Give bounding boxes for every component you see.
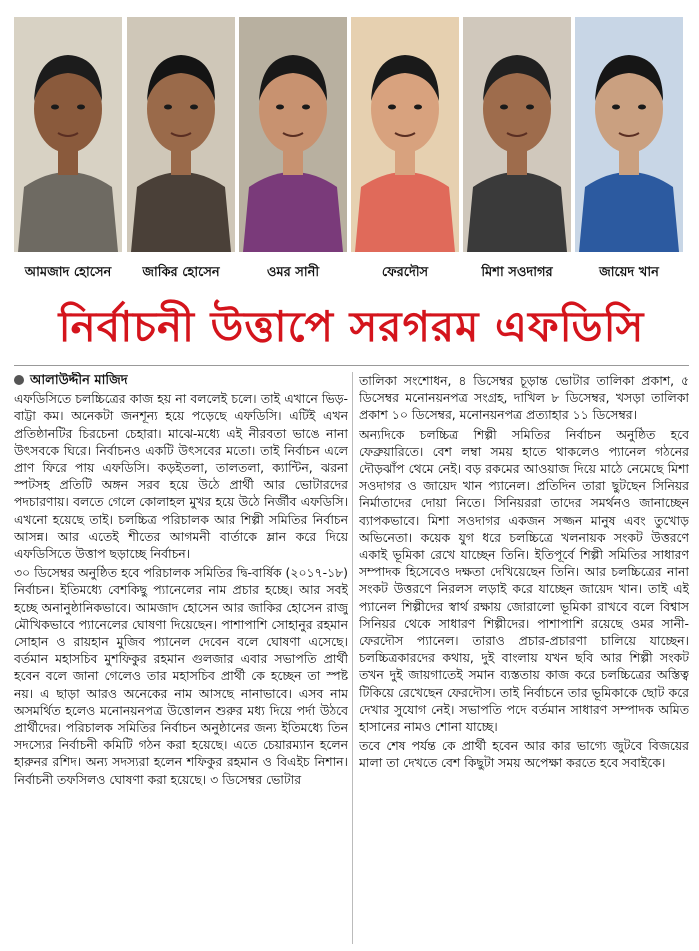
portrait-image <box>127 17 235 252</box>
eye-shape <box>612 105 620 110</box>
eye-shape <box>164 105 172 110</box>
eye-shape <box>414 105 422 110</box>
shirt-shape <box>18 172 118 252</box>
byline <box>14 372 348 389</box>
column-divider <box>352 372 353 944</box>
headline-rule <box>14 365 689 366</box>
portrait-image <box>575 17 683 252</box>
eye-shape <box>500 105 508 110</box>
shirt-shape <box>243 172 343 252</box>
photo-misha-sawdagar <box>463 17 571 252</box>
photo-omar-sani <box>239 17 347 252</box>
caption-omar-sani: ওমর সানী <box>266 265 320 280</box>
eye-shape <box>526 105 534 110</box>
portrait-image <box>239 17 347 252</box>
paragraph: তবে শেষ পর্যন্ত কে প্রার্থী হবেন আর কার ভাগ্যে জুটবে বিজয়ের মালা তা দেখতে বেশ কিছুটা সময় অপেক্ষা করতে হবে সবাইকে। <box>359 738 689 771</box>
caption-amjad-hossain: আমজাদ হোসেন <box>24 265 112 280</box>
eye-shape <box>638 105 646 110</box>
portrait-image <box>351 17 459 252</box>
caption-misha-sawdagar: মিশা সওদাগর <box>481 265 553 280</box>
eye-shape <box>302 105 310 110</box>
photo-zakir-hossain <box>127 17 235 252</box>
shirt-shape <box>355 172 455 252</box>
eye-shape <box>77 105 85 110</box>
author-name: আলাউদ্দীন মাজিদ <box>30 373 128 388</box>
photo-ferdous <box>351 17 459 252</box>
photo-amjad-hossain <box>14 17 122 252</box>
caption-zayed-khan: জায়েদ খান <box>599 265 659 280</box>
bullet-icon <box>14 375 24 385</box>
paragraph: এফডিসিতে চলচ্চিত্রের কাজ হয় না বললেই চলে। তাই এখানে ভিড়-বাট্টা কম। অনেকটা জনশূন্য হয়ে পড়েছে এফডিসি। এটিই এখন প্রতিষ্ঠানটির চিরচেনা চেহারা। মাঝে-মধ্যে এই নীরবতা ভাঙে নানা উৎসবকে ঘিরে। নির্বাচনও একটি উৎসবের মতো। তাই নির্বাচন এলে প্রাণ ফিরে পায় এফডিসি। কড়ইতলা, তালতলা, ক্যান্টিন, ঝরনা স্পটসহ প্রতিটি অঙ্গন সরব হয়ে উঠে প্রার্থী আর ভোটারদের পদচারণায়। বলতে গেলে কোলাহল মুখর হয়ে উঠে নির্জীব এফডিসি। এখনো হয়েছে তাই। চলচ্চিত্র পরিচালক আর শিল্পী সমিতির নির্বাচন আসন্ন। আর এতেই শীতের আগমনী বার্তাকে ম্লান করে দিয়ে এফডিসিতে উত্তাপ ছড়াচ্ছে নির্বাচন। <box>14 391 348 562</box>
paragraph: অন্যদিকে চলচ্চিত্র শিল্পী সমিতির নির্বাচন অনুষ্ঠিত হবে ফেব্রুয়ারিতে। বেশ লম্বা সময় হাতে থাকলেও প্যানেল গঠনের দৌড়ঝাঁপ থেমে নেই। বড় রকমের আওয়াজ দিয়ে মাঠে নেমেছে মিশা সওদাগর ও জায়েদ খান প্যানেল। প্রতিদিন তারা ছুটছেন সিনিয়র নির্মাতাদের দোয়া নিতে। সিনিয়ররা তাদের সমর্থনও জানাচ্ছেন ব্যাপকভাবে। মিশা সওদাগর একজন সজ্জন মানুষ এবং তুখোড় অভিনেতা। কয়েক যুগ ধরে চলচ্চিত্রে খলনায়ক সংকট উত্তরণে একাই ভূমিকা রেখে যাচ্ছেন তিনি। ইতিপূর্বে শিল্পী সমিতির সাধারণ সম্পাদক হিসেবেও দক্ষতা দেখিয়েছেন তিনি। আর চলচ্চিত্রের নানা সংকট উত্তরণে নিরলস লড়াই করে যাচ্ছেন জায়েদ খান। তাই এই প্যানেল শিল্পীদের স্বার্থ রক্ষায় জোরালো ভূমিকা রাখবে বলে বিশ্বাস সিনিয়র থেকে সাধারণ শিল্পীদের। পাশাপাশি রয়েছে ওমর সানী-ফেরদৌস প্যানেল। তারাও প্রচার-প্রচারণা চালিয়ে যাচ্ছেন। চলচ্চিত্রকারদের কথায়, দুই বাংলায় যখন ছবি আর শিল্পী সংকট তখন দুই জায়গাতেই সমান ব্যস্ততায় কাজ করে চলচ্চিত্রের অস্তিত্ব টিকিয়ে রেখেছেন ফেরদৌস। তাই নির্বাচনে তার ভূমিকাকে ছোট করে দেখার সুযোগ নেই। সভাপতি পদে বর্তমান সাধারণ সম্পাদক অমিত হাসানের নামও শোনা যাচ্ছে। <box>359 426 689 735</box>
paragraph: তালিকা সংশোধন, ৪ ডিসেম্বর চূড়ান্ত ভোটার তালিকা প্রকাশ, ৫ ডিসেম্বর মনোনয়নপত্র সংগ্রহ, দাখিল ৮ ডিসেম্বর, খসড়া তালিকা প্রকাশ ১০ ডিসেম্বর, মনোনয়নপত্র প্রত্যাহার ১১ ডিসেম্বর। <box>359 373 689 423</box>
shirt-shape <box>467 172 567 252</box>
shirt-shape <box>579 172 679 252</box>
caption-zakir-hossain: জাকির হোসেন <box>142 265 220 280</box>
article-column-left <box>14 372 348 944</box>
portrait-image <box>14 17 122 252</box>
portrait-strip <box>14 17 689 290</box>
headline: নির্বাচনী উত্তাপে সরগরম এফডিসি <box>58 302 645 351</box>
photo-zayed-khan <box>575 17 683 252</box>
portrait-image <box>463 17 571 252</box>
eye-shape <box>388 105 396 110</box>
eye-shape <box>51 105 59 110</box>
eye-shape <box>276 105 284 110</box>
eye-shape <box>190 105 198 110</box>
shirt-shape <box>131 172 231 252</box>
caption-ferdous: ফেরদৌস <box>381 265 429 280</box>
paragraph: ৩০ ডিসেম্বর অনুষ্ঠিত হবে পরিচালক সমিতির দ্বি-বার্ষিক (২০১৭-১৮) নির্বাচন। ইতিমধ্যে বেশকিছু প্যানেলের নাম প্রচার হচ্ছে। আর সবই হচ্ছে অনানুষ্ঠানিকভাবে। আমজাদ হোসেন আর জাকির হোসেন রাজু মৌখিকভাবে প্যানেলের ঘোষণা দিয়েছেন। পাশাপাশি সোহানুর রহমান সোহান ও রায়হান মুজিব প্যানেল দেবেন বলে ঘোষণা এসেছে। বর্তমান মহাসচিব মুশফিকুর রহমান গুলজার এবার সভাপতি প্রার্থী হবেন বলে জানা গেলেও তার মহাসচিব প্রার্থী কে হচ্ছেন তা স্পষ্ট নয়। এ ছাড়া আরও অনেকের নাম আসছে নানাভাবে। এসব নাম অসমর্থিত হলেও মনোনয়নপত্র উত্তোলন শুরুর মধ্য দিয়ে পর্দা উঠবে প্রার্থীদের। পরিচালক সমিতির নির্বাচন অনুষ্ঠানের জন্য ইতিমধ্যে তিন সদস্যের নির্বাচনী কমিটি গঠন করা হয়েছে। এতে চেয়ারম্যান হলেন হারুনর রশিদ। অন্য সদস্যরা হলেন শফিকুর রহমান ও বিএইচ নিশান। নির্বাচনী তফসিলও ঘোষণা করা হয়েছে। ৩ ডিসেম্বর ভোটার <box>14 565 348 787</box>
article-column-right <box>359 372 689 944</box>
